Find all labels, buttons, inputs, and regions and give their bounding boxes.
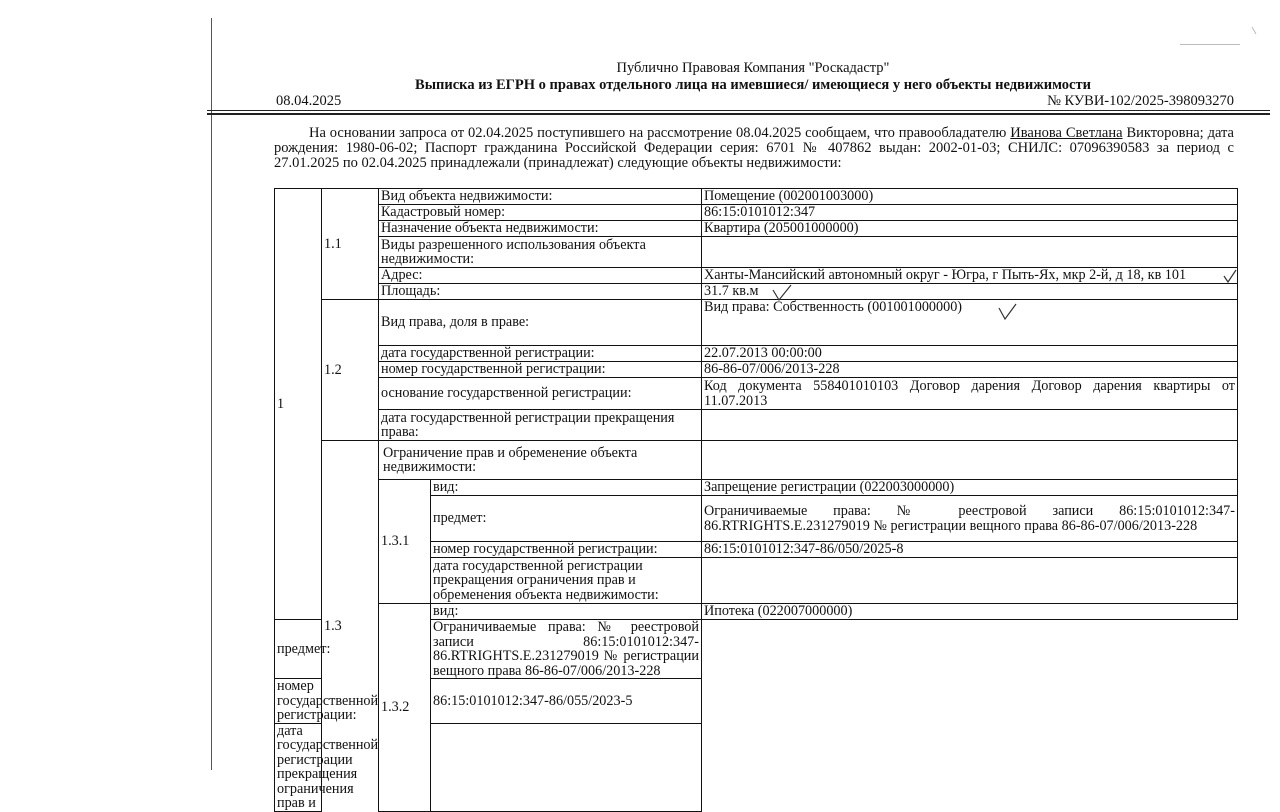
row-label: Кадастровый номер: xyxy=(379,205,702,221)
row-label: Вид объекта недвижимости: xyxy=(379,189,702,205)
intro-text-end: Викторовна; дата рождения: 1980-06-02; Паспорт гражданина Российской Федерации серия: 6701 № 407862 выдан: 2002-01-03; СНИЛС: 07096390583 за период с 27.01.2025 по 02.04.2025 принадлежали (принадлежат) следующие объекты недвижимости: xyxy=(274,125,1234,171)
encumbrance-number: 1.3.2 xyxy=(379,604,431,812)
section-number: 1.3 xyxy=(322,441,379,812)
scan-noise xyxy=(1180,44,1240,45)
row-value: 31.7 кв.м xyxy=(702,284,1238,300)
document-title: Выписка из ЕГРН о правах отдельного лица на имевшиеся/ имеющиеся у него объекты недвижимости xyxy=(415,77,1091,93)
row-value: Помещение (002001003000) xyxy=(702,189,1238,205)
row-value: 86:15:0101012:347-86/055/2023-5 xyxy=(431,679,702,724)
holder-name: Иванова Светлана xyxy=(1010,125,1123,141)
row-value: Ханты-Мансийский автономный округ - Югра, г Пыть-Ях, мкр 2-й, д 18, кв 101 xyxy=(702,268,1238,284)
encumbrance-number: 1.3.1 xyxy=(379,480,431,604)
row-value xyxy=(702,410,1238,441)
row-label: Ограничение прав и обременение объекта недвижимости: xyxy=(379,441,702,480)
row-value: Ипотека (022007000000) xyxy=(702,604,1238,620)
row-value xyxy=(702,441,1238,480)
page-left-edge xyxy=(211,18,212,770)
row-value xyxy=(702,237,1238,268)
header-rule-thick xyxy=(207,113,1270,115)
row-value: 86-86-07/006/2013-228 xyxy=(702,362,1238,378)
checkmark-icon xyxy=(771,284,793,302)
row-label: Адрес: xyxy=(379,268,702,284)
row-value: Вид права: Собственность (001001000000) xyxy=(702,300,1238,346)
row-label: номер государственной регистрации: xyxy=(275,679,322,724)
row-label: вид: xyxy=(431,604,702,620)
scan-noise xyxy=(1252,27,1257,34)
row-label: основание государственной регистрации: xyxy=(379,378,702,410)
row-label: Площадь: xyxy=(379,284,702,300)
row-value: Ограничиваемые права: № реестровой записи 86:15:0101012:347-86.RTRIGHTS.E.231279019 № регистрации вещного права 86-86-07/006/2013-228 xyxy=(702,496,1238,542)
row-label: дата государственной регистрации прекращения ограничения прав и xyxy=(275,723,322,811)
checkmark-icon xyxy=(998,303,1018,321)
row-label: предмет: xyxy=(275,620,322,679)
intro-paragraph xyxy=(274,126,1234,171)
row-value xyxy=(431,723,702,811)
row-value: Код документа 558401010103 Договор дарения Договор дарения квартиры от 11.07.2013 xyxy=(702,378,1238,410)
row-value: 22.07.2013 00:00:00 xyxy=(702,346,1238,362)
row-label: дата государственной регистрации прекращения ограничения прав и обременения объекта недвижимости: xyxy=(431,558,702,604)
row-label: Вид права, доля в праве: xyxy=(379,300,702,346)
row-value: Запрещение регистрации (022003000000) xyxy=(702,480,1238,496)
header-rule xyxy=(207,110,1270,111)
document-number: № КУВИ-102/2025-398093270 xyxy=(1047,93,1234,109)
organization-name: Публично Правовая Компания "Роскадастр" xyxy=(616,60,890,76)
row-label: предмет: xyxy=(431,496,702,542)
property-rights-table xyxy=(274,188,1238,812)
row-label: номер государственной регистрации: xyxy=(431,542,702,558)
row-value: 86:15:0101012:347-86/050/2025-8 xyxy=(702,542,1238,558)
row-label: вид: xyxy=(431,480,702,496)
row-label: дата государственной регистрации прекращения права: xyxy=(379,410,702,441)
item-number: 1 xyxy=(275,189,322,620)
section-number: 1.1 xyxy=(322,189,379,300)
checkmark-icon xyxy=(1222,268,1238,284)
row-label: номер государственной регистрации: xyxy=(379,362,702,378)
row-value xyxy=(702,558,1238,604)
document-date: 08.04.2025 xyxy=(276,93,342,109)
row-label: дата государственной регистрации: xyxy=(379,346,702,362)
row-label: Виды разрешенного использования объекта недвижимости: xyxy=(379,237,702,268)
row-value: 86:15:0101012:347 xyxy=(702,205,1238,221)
row-value: Квартира (205001000000) xyxy=(702,221,1238,237)
row-value: Ограничиваемые права: № реестровой записи 86:15:0101012:347-86.RTRIGHTS.E.231279019 № регистрации вещного права 86-86-07/006/2013-228 xyxy=(431,620,702,679)
row-label: Назначение объекта недвижимости: xyxy=(379,221,702,237)
intro-text-start: На основании запроса от 02.04.2025 поступившего на рассмотрение 08.04.2025 сообщаем, что правообладателю xyxy=(309,125,1011,141)
section-number: 1.2 xyxy=(322,300,379,441)
